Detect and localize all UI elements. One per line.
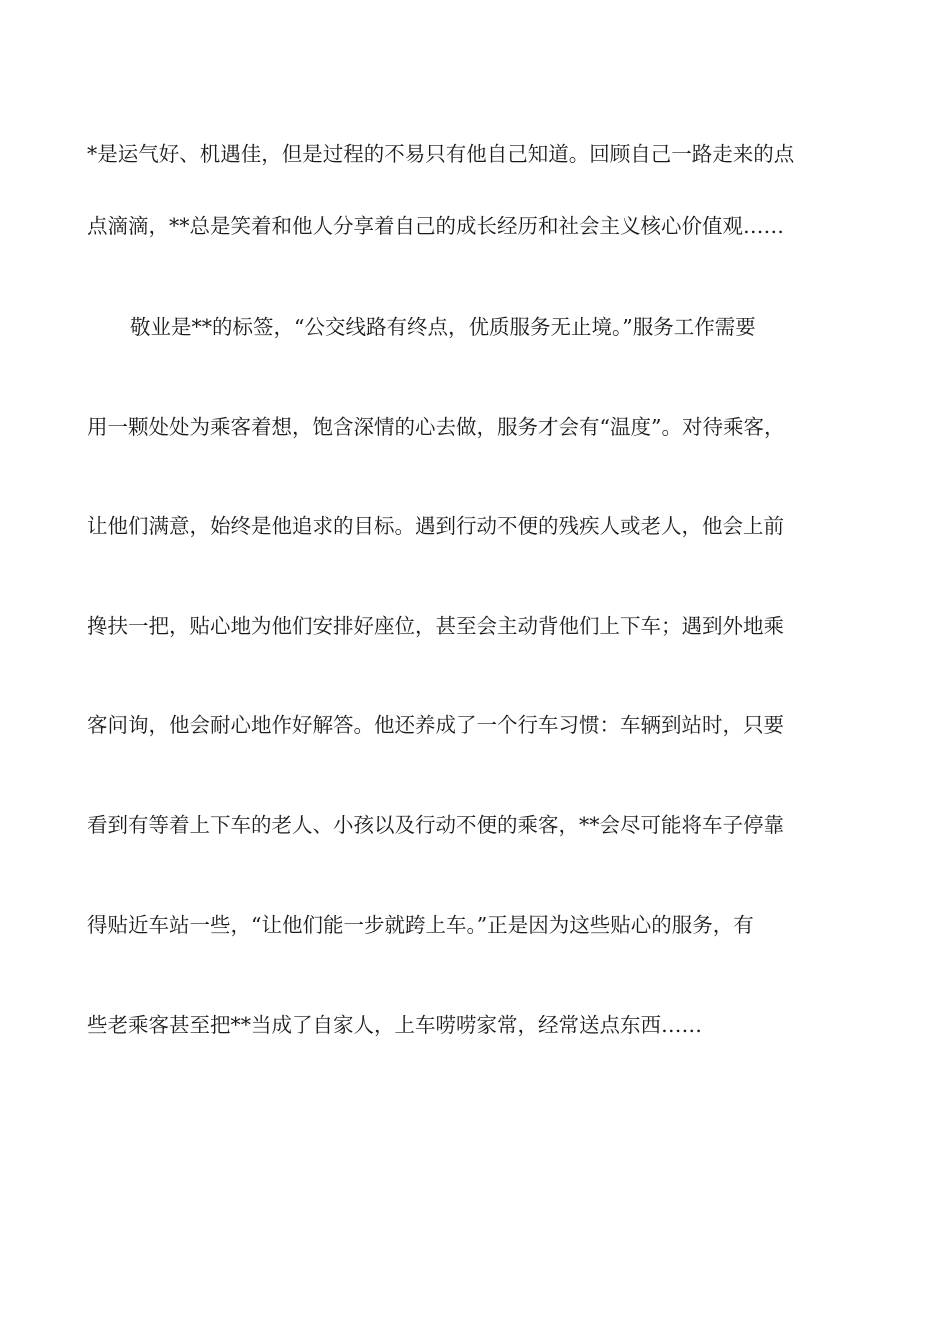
text-line-1: *是运气好、机遇佳，但是过程的不易只有他自己知道。回顾自己一路走来的点 [87, 142, 795, 166]
text-line-4: 用一颗处处为乘客着想，饱含深情的心去做，服务才会有“温度”。对待乘客， [87, 415, 785, 439]
text-line-9: 得贴近车站一些，“让他们能一步就跨上车。”正是因为这些贴心的服务，有 [87, 913, 754, 937]
text-line-5: 让他们满意，始终是他追求的目标。遇到行动不便的残疾人或老人，他会上前 [87, 514, 784, 538]
text-line-6: 搀扶一把，贴心地为他们安排好座位，甚至会主动背他们上下车；遇到外地乘 [87, 614, 784, 638]
text-line-10: 些老乘客甚至把**当成了自家人，上车唠唠家常，经常送点东西…… [87, 1013, 702, 1037]
text-line-2: 点滴滴，**总是笑着和他人分享着自己的成长经历和社会主义核心价值观…… [87, 214, 784, 238]
text-line-7: 客问询，他会耐心地作好解答。他还养成了一个行车习惯：车辆到站时，只要 [87, 713, 784, 737]
text-line-3-paragraph-start: 敬业是**的标签，“公交线路有终点，优质服务无止境。”服务工作需要 [130, 315, 756, 339]
text-line-8: 看到有等着上下车的老人、小孩以及行动不便的乘客，**会尽可能将车子停靠 [87, 813, 784, 837]
